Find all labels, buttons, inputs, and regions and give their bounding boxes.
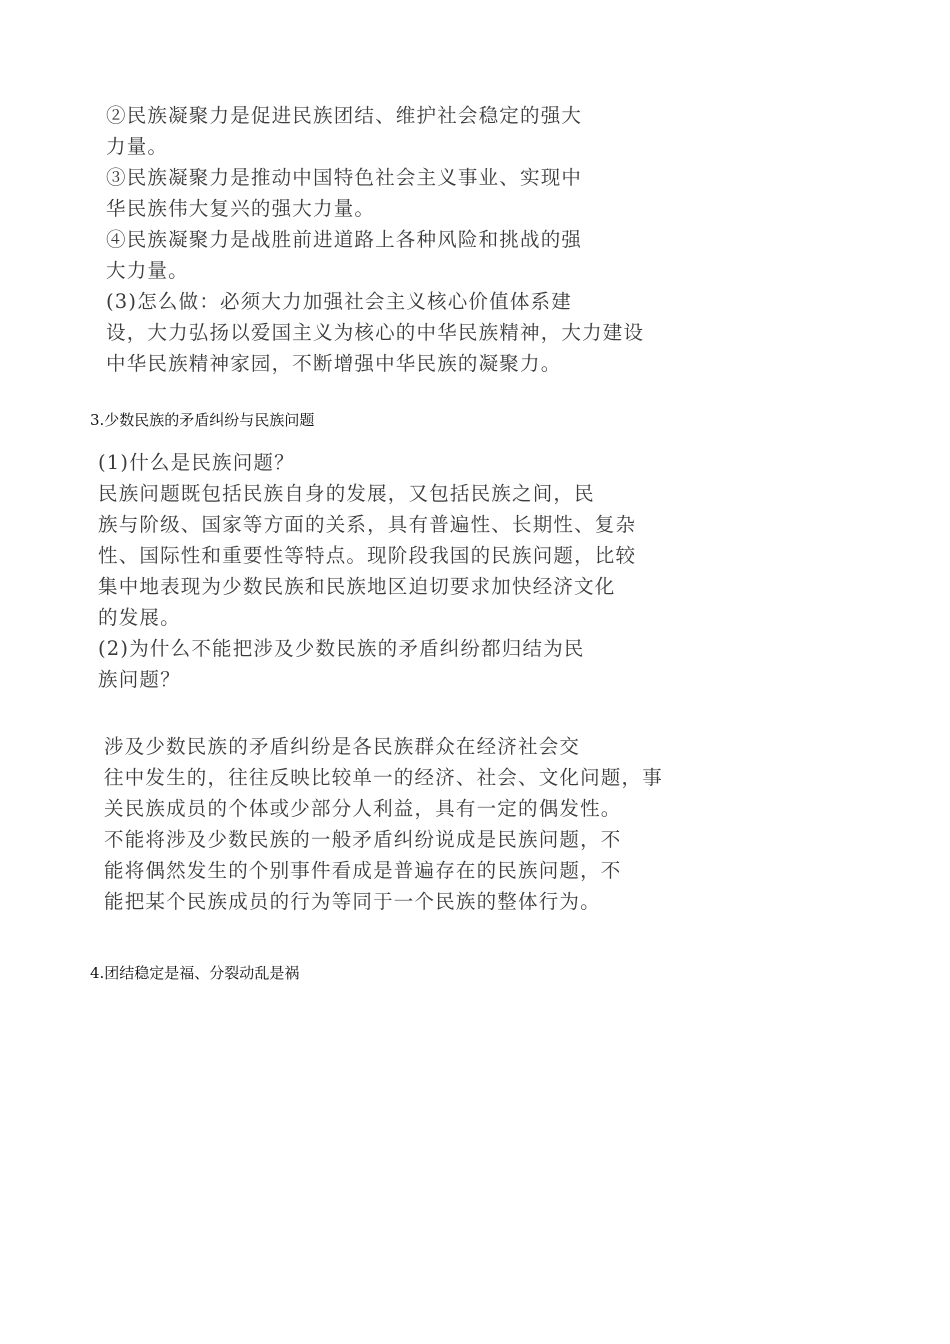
- text-line: 中华民族精神家园，不断增强中华民族的凝聚力。: [106, 352, 562, 375]
- text-line: 涉及少数民族的矛盾纠纷是各民族群众在经济社会交: [104, 735, 581, 758]
- text-line: 设，大力弘扬以爱国主义为核心的中华民族精神，大力建设: [106, 321, 645, 344]
- scanned-text-block-ethnic-issues: [98, 447, 636, 695]
- text-line: 能把某个民族成员的行为等同于一个民族的整体行为。: [104, 890, 601, 913]
- text-line: 华民族伟大复兴的强大力量。: [106, 197, 376, 220]
- text-line: (1)什么是民族问题？: [98, 451, 295, 474]
- text-line: 不能将涉及少数民族的一般矛盾纠纷说成是民族问题，不: [104, 828, 622, 851]
- section-heading-3: 3.少数民族的矛盾纠纷与民族问题: [90, 411, 315, 429]
- text-line: 的发展。: [98, 606, 181, 629]
- text-line: ③民族凝聚力是推动中国特色社会主义事业、实现中: [106, 166, 583, 189]
- text-line: 力量。: [106, 135, 169, 158]
- text-line: ④民族凝聚力是战胜前进道路上各种风险和挑战的强: [106, 228, 583, 251]
- text-line: 性、国际性和重要性等特点。现阶段我国的民族问题，比较: [98, 544, 637, 567]
- text-line: 族与阶级、国家等方面的关系，具有普遍性、长期性、复杂: [98, 513, 637, 536]
- text-line: 民族问题既包括民族自身的发展，又包括民族之间，民: [98, 482, 595, 505]
- text-line: 关民族成员的个体或少部分人利益，具有一定的偶发性。: [104, 797, 622, 820]
- text-line: 往中发生的，往往反映比较单一的经济、社会、文化问题，事: [104, 766, 663, 789]
- text-line: 族问题？: [98, 668, 181, 691]
- section-heading-4: 4.团结稳定是福、分裂动乱是祸: [90, 964, 300, 982]
- text-line: 集中地表现为少数民族和民族地区迫切要求加快经济文化: [98, 575, 616, 598]
- text-line: ②民族凝聚力是促进民族团结、维护社会稳定的强大: [106, 104, 583, 127]
- text-line: (3)怎么做：必须大力加强社会主义核心价值体系建: [106, 290, 572, 313]
- text-line: 大力量。: [106, 259, 189, 282]
- text-line: 能将偶然发生的个别事件看成是普遍存在的民族问题，不: [104, 859, 622, 882]
- text-line: (2)为什么不能把涉及少数民族的矛盾纠纷都归结为民: [98, 637, 585, 660]
- scanned-text-block-cohesion: [106, 100, 644, 379]
- scanned-text-block-disputes: [104, 731, 663, 917]
